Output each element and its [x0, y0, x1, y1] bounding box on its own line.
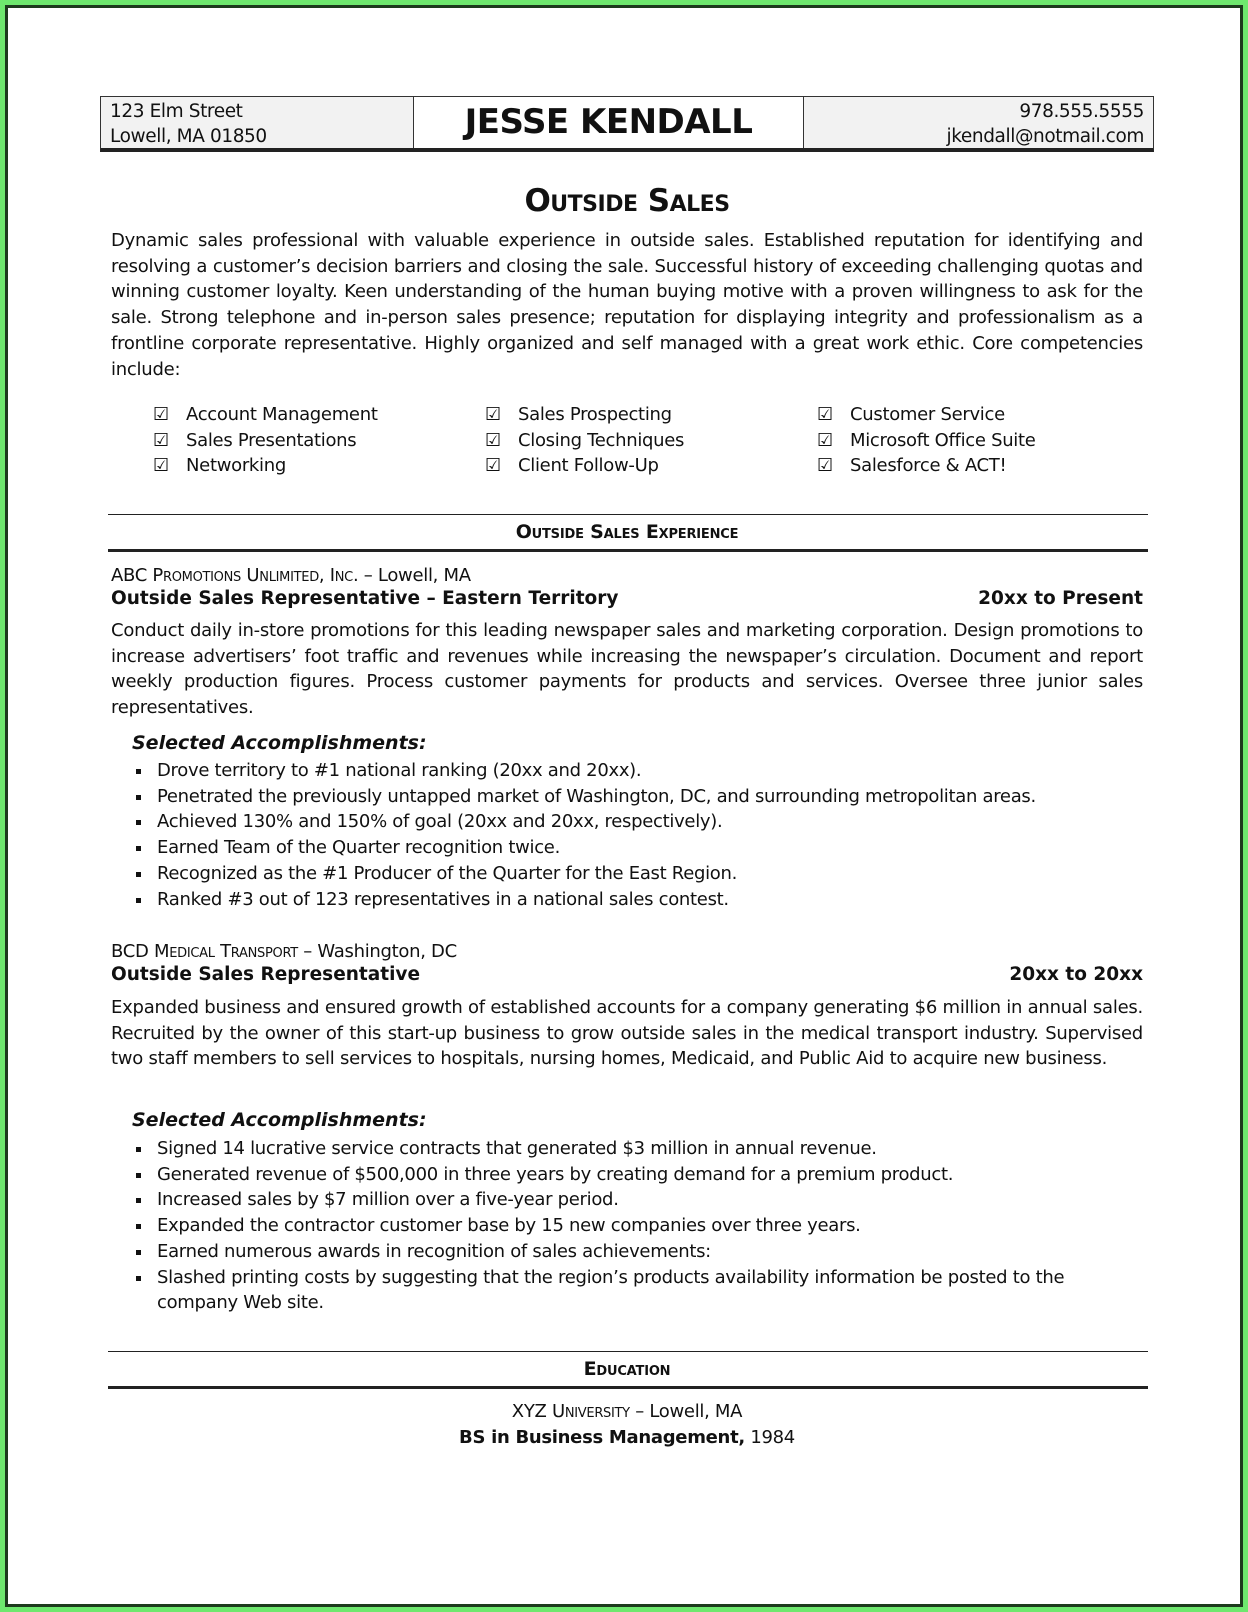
list-item: Achieved 130% and 150% of goal (20xx and 20xx, respectively). — [132, 809, 1142, 835]
checkbox-icon: ☑ — [817, 404, 833, 425]
job-description: Expanded business and ensured growth of established accounts for a company generating $6 million in annual sales. Recruited by the owner of this start-up business to grow outside sales in the medical transport industry. Supervised two staff members to sell services to hospitals, nursing homes, Medicaid, and Public Aid to acquire new business. — [111, 997, 1143, 1070]
list-item: Drove territory to #1 national ranking (20xx and 20xx). — [132, 758, 1142, 784]
divider — [108, 549, 1148, 552]
list-item: Slashed printing costs by suggesting that the region’s products availability information be posted to the company Web site. — [132, 1265, 1142, 1316]
address-line-2: Lowell, MA 01850 — [110, 126, 267, 147]
job-dates: 20xx to Present — [978, 588, 1143, 609]
list-item: Earned numerous awards in recognition of sales achievements: — [132, 1239, 1142, 1265]
divider — [108, 1351, 1148, 1352]
competency-item: ☑ Client Follow-Up — [485, 453, 684, 479]
resume-page — [5, 5, 1243, 1607]
list-item: Increased sales by $7 million over a five-year period. — [132, 1187, 1142, 1213]
summary: Dynamic sales professional with valuable experience in outside sales. Established reputation for identifying and resolving a customer’s decision barriers and closing the sale. Successful history of exceeding challenging quotas and winning customer loyalty. Keen understanding of the human buying motive with a proven willingness to ask for the sale. Strong telephone and in-person sales presence; reputation for displaying integrity and professionalism as a frontline corporate representative. Highly organized and self managed with a great work ethic. Core competencies include: — [111, 230, 1143, 380]
section-heading-education: Education — [583, 1358, 671, 1380]
checkbox-icon: ☑ — [485, 429, 501, 451]
accomplishments-label: Selected Accomplishments: — [132, 732, 427, 754]
job-dates: 20xx to 20xx — [1009, 964, 1143, 985]
competency-item: ☑ Closing Techniques — [485, 428, 684, 454]
contact-block — [803, 97, 1153, 148]
divider — [108, 514, 1148, 515]
address-block — [101, 97, 414, 148]
checkbox-icon: ☑ — [817, 455, 833, 477]
section-heading-experience: Outside Sales Experience — [515, 521, 739, 543]
divider — [108, 1386, 1148, 1389]
list-item: Signed 14 lucrative service contracts that generated $3 million in annual revenue. — [132, 1136, 1142, 1162]
competency-item: ☑ Sales Prospecting — [485, 402, 684, 428]
phone: 978.555.5555 — [1019, 101, 1144, 122]
competency-item: ☑ Networking — [153, 453, 378, 479]
accomplishments-list — [132, 758, 1142, 912]
checkbox-icon: ☑ — [485, 455, 501, 477]
list-item: Ranked #3 out of 123 representatives in a national sales contest. — [132, 887, 1142, 913]
competency-item: ☑ Microsoft Office Suite — [817, 428, 1036, 454]
list-item: Expanded the contractor customer base by 15 new companies over three years. — [132, 1213, 1142, 1239]
competency-column-1 — [153, 402, 378, 479]
resume-title: Outside Sales — [524, 183, 730, 219]
address-line-1: 123 Elm Street — [110, 101, 243, 122]
competency-item: ☑ Sales Presentations — [153, 428, 378, 454]
checkbox-icon: ☑ — [153, 455, 169, 477]
school-line: XYZ University – Lowell, MA — [511, 1401, 743, 1422]
job-title: Outside Sales Representative – Eastern Territory — [111, 588, 619, 609]
email: jkendall@notmail.com — [946, 126, 1144, 147]
list-item: Generated revenue of $500,000 in three years by creating demand for a premium product. — [132, 1162, 1142, 1188]
list-item: Earned Team of the Quarter recognition twice. — [132, 835, 1142, 861]
competency-item: ☑ Customer Service — [817, 402, 1036, 428]
job-title-line — [111, 964, 1143, 985]
checkbox-icon: ☑ — [153, 404, 169, 425]
candidate-name: JESSE KENDALL — [464, 102, 753, 142]
job-title: Outside Sales Representative — [111, 964, 421, 985]
competency-item: ☑ Salesforce & ACT! — [817, 453, 1036, 479]
company-line: BCD Medical Transport – Washington, DC — [111, 941, 457, 962]
job-description: Conduct daily in-store promotions for this leading newspaper sales and marketing corporation. Design promotions to increase advertisers’ foot traffic and revenues while increasing the newspaper’s circulation. Document and report weekly production figures. Process customer payments for products and services. Oversee three junior sales representatives. — [111, 620, 1143, 719]
degree-line: BS in Business Management, 1984 — [459, 1427, 795, 1448]
company-line: ABC Promotions Unlimited, Inc. – Lowell, MA — [111, 565, 471, 586]
competency-column-3 — [817, 402, 1036, 479]
contact-header — [100, 96, 1154, 152]
job-title-line — [111, 588, 1143, 609]
accomplishments-label: Selected Accomplishments: — [132, 1109, 427, 1131]
competency-column-2 — [485, 402, 684, 479]
list-item: Penetrated the previously untapped market of Washington, DC, and surrounding metropolitan areas. — [132, 784, 1142, 810]
checkbox-icon: ☑ — [153, 429, 169, 451]
accomplishments-list — [132, 1136, 1142, 1316]
list-item: Recognized as the #1 Producer of the Quarter for the East Region. — [132, 861, 1142, 887]
checkbox-icon: ☑ — [817, 429, 833, 451]
competency-item: ☑ Account Management — [153, 402, 378, 428]
checkbox-icon: ☑ — [485, 404, 501, 425]
